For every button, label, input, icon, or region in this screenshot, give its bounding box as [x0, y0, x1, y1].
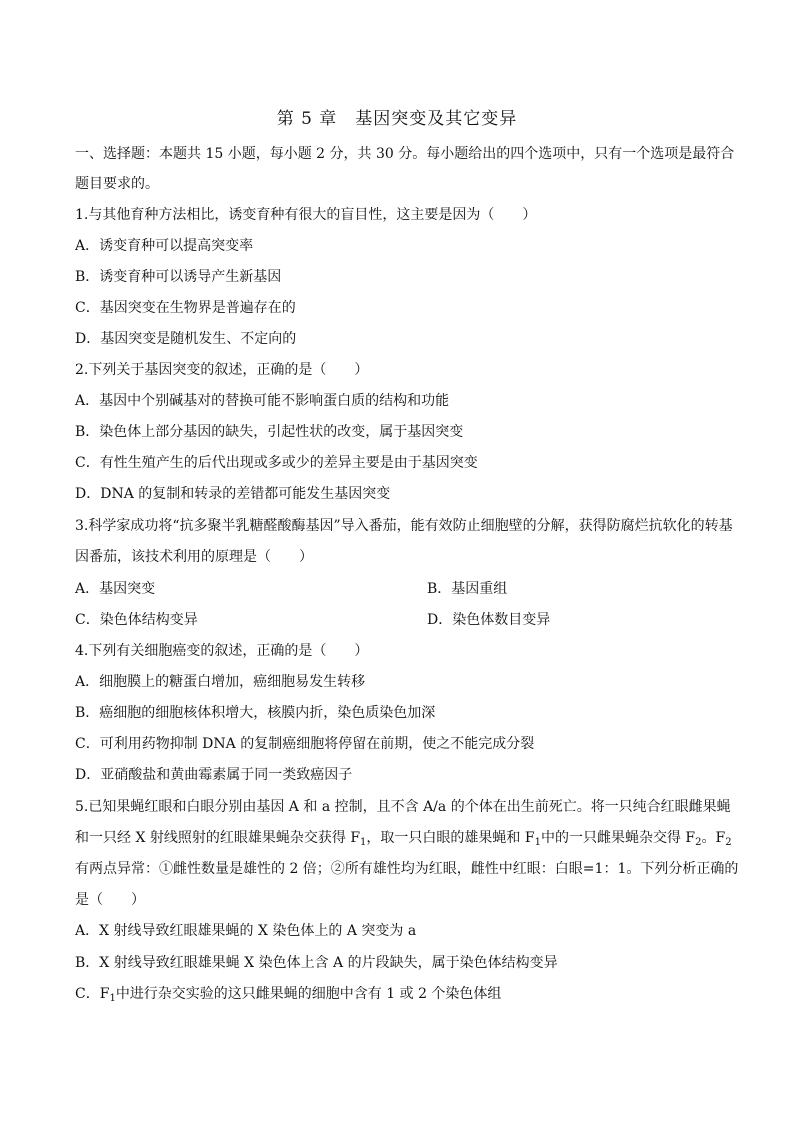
question-5-option-a: A．X 射线导致红眼雄果蝇的 X 染色体上的 A 突变为 a — [75, 923, 417, 939]
question-5-stem-line-3: 有两点异常：①雌性数量是雄性的 2 倍；②所有雄性均为红眼，雌性中红眼：白眼=1：1。下列分析正确的 — [75, 861, 739, 877]
question-4-option-a: A．细胞膜上的糖蛋白增加，癌细胞易发生转移 — [75, 674, 366, 690]
question-1-option-b: B．诱变育种可以诱导产生新基因 — [75, 269, 282, 285]
question-3-option-d: D．染色体数目变异 — [427, 612, 551, 628]
question-3-option-b: B．基因重组 — [427, 581, 508, 597]
question-4-option-d: D．亚硝酸盐和黄曲霉素属于同一类致癌因子 — [75, 767, 353, 783]
question-5-option-c: C．$F_1$中进行杂交实验的这只雌果蝇的细胞中含有 1 或 2 个染色体组 — [75, 986, 502, 1004]
question-3-options-row-1 — [75, 579, 730, 599]
question-4-option-b: B．癌细胞的细胞核体积增大，核膜内折，染色质染色加深 — [75, 705, 436, 721]
subscript-2: 2 — [725, 837, 732, 848]
question-1-option-c: C．基因突变在生物界是普遍存在的 — [75, 300, 296, 316]
question-5-option-b: B．X 射线导致红眼雄果蝇 X 染色体上含 A 的片段缺失，属于染色体结构变异 — [75, 955, 558, 971]
subscript-1: 1 — [109, 993, 116, 1004]
question-3-option-c: C．染色体结构变异 — [75, 612, 198, 628]
question-4-stem: 4.下列有关细胞癌变的叙述，正确的是（ ） — [75, 643, 369, 659]
question-2-stem: 2.下列关于基因突变的叙述，正确的是（ ） — [75, 362, 369, 378]
question-1-option-a: A．诱变育种可以提高突变率 — [75, 238, 254, 254]
question-5-stem-line-1: 5.已知果蝇红眼和白眼分别由基因 A 和 a 控制，且不含 A/a 的个体在出生前死亡。将一只纯合红眼雌果蝇 — [75, 799, 731, 815]
subscript-1: 1 — [534, 837, 541, 848]
question-3-stem-line-1: 3.科学家成功将“抗多聚半乳糖醛酸酶基因”导入番茄，能有效防止细胞壁的分解，获得防腐烂抗软化的转基 — [75, 518, 733, 534]
question-2-option-a: A．基因中个别碱基对的替换可能不影响蛋白质的结构和功能 — [75, 393, 450, 409]
question-5-stem-line-4: 是（ ） — [75, 892, 145, 908]
question-2-option-c: C．有性生殖产生的后代出现或多或少的差异主要是由于基因突变 — [75, 455, 478, 471]
subscript-2: 2 — [695, 837, 702, 848]
question-3-options-row-2 — [75, 610, 730, 630]
question-1-stem: 1.与其他育种方法相比，诱变育种有很大的盲目性，这主要是因为（ ） — [75, 207, 537, 223]
question-2-option-b: B．染色体上部分基因的缺失，引起性状的改变，属于基因突变 — [75, 424, 464, 440]
section-instructions-line-1: 一、选择题：本题共 15 小题，每小题 2 分，共 30 分。每小题给出的四个选项中，只有一个选项是最符合 — [75, 146, 735, 162]
question-3-stem-line-2: 因番茄，该技术利用的原理是（ ） — [75, 549, 313, 565]
question-5-stem-line-2: 和一只经 X 射线照射的红眼雄果蝇杂交获得 $F_1$，取一只白眼的雄果蝇和 $F_1$中的一只雌果蝇杂交得 $F_2$。$F_2$ — [75, 830, 732, 848]
section-instructions-line-2: 题目要求的。 — [75, 176, 159, 192]
question-1-option-d: D．基因突变是随机发生、不定向的 — [75, 331, 297, 347]
chapter-title: 第 5 章 基因突变及其它变异 — [276, 109, 518, 129]
question-4-option-c: C．可利用药物抑制 DNA 的复制癌细胞将停留在前期，使之不能完成分裂 — [75, 736, 535, 752]
subscript-1: 1 — [360, 837, 367, 848]
question-2-option-d: D．DNA 的复制和转录的差错都可能发生基因突变 — [75, 486, 391, 502]
question-3-option-a: A．基因突变 — [75, 581, 156, 597]
